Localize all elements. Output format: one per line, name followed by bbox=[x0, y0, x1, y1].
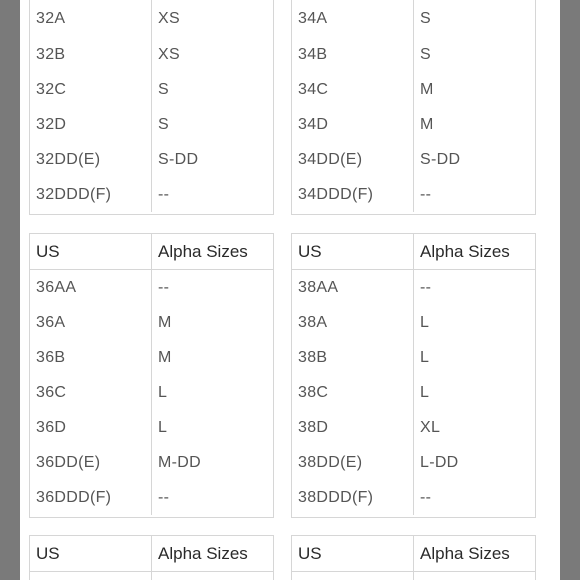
alpha-size-cell: XS bbox=[158, 45, 180, 63]
alpha-size-cell: L bbox=[420, 383, 430, 401]
us-size-cell: 34DD(E) bbox=[292, 142, 414, 177]
table-header-row bbox=[30, 536, 273, 572]
us-size-cell: 38A bbox=[292, 305, 414, 340]
alpha-size-cell: S bbox=[420, 9, 431, 27]
table-row bbox=[292, 270, 535, 305]
size-table-next-left bbox=[29, 535, 274, 580]
us-size-cell: 32A bbox=[30, 0, 152, 37]
table-row bbox=[30, 270, 273, 305]
alpha-size-cell: S bbox=[158, 115, 169, 133]
table-row bbox=[30, 142, 273, 177]
alpha-size-cell: S bbox=[420, 45, 431, 63]
table-row bbox=[292, 445, 535, 480]
alpha-size-cell: -- bbox=[420, 488, 432, 506]
table-row bbox=[292, 72, 535, 107]
size-table-next-right bbox=[291, 535, 536, 580]
alpha-size-cell: L-DD bbox=[420, 453, 459, 471]
us-size-cell: 32B bbox=[30, 37, 152, 72]
us-size-cell: 38DDD(F) bbox=[292, 480, 414, 515]
us-size-cell bbox=[292, 572, 414, 580]
alpha-size-cell: M bbox=[158, 313, 172, 331]
us-size-cell: 32DDD(F) bbox=[30, 177, 152, 212]
us-size-cell: 32C bbox=[30, 72, 152, 107]
table-row bbox=[30, 0, 273, 37]
us-size-cell: 36C bbox=[30, 375, 152, 410]
table-row bbox=[292, 480, 535, 515]
alpha-column-header: Alpha Sizes bbox=[158, 543, 248, 563]
table-row bbox=[30, 572, 273, 580]
us-size-cell: 34C bbox=[292, 72, 414, 107]
us-size-cell: 38AA bbox=[292, 270, 414, 305]
alpha-size-cell: S bbox=[158, 80, 169, 98]
us-size-cell: 34B bbox=[292, 37, 414, 72]
table-row bbox=[30, 72, 273, 107]
table-row bbox=[292, 0, 535, 37]
alpha-column-header: Alpha Sizes bbox=[420, 241, 510, 261]
table-row bbox=[292, 107, 535, 142]
us-size-cell: 34DDD(F) bbox=[292, 177, 414, 212]
alpha-size-cell: -- bbox=[420, 185, 432, 203]
alpha-size-cell: S-DD bbox=[420, 150, 461, 168]
us-size-cell: 34A bbox=[292, 0, 414, 37]
us-column-header: US bbox=[30, 234, 152, 269]
table-header-row bbox=[292, 536, 535, 572]
us-size-cell: 32D bbox=[30, 107, 152, 142]
size-table-38 bbox=[291, 233, 536, 518]
alpha-size-cell: -- bbox=[158, 185, 170, 203]
alpha-size-cell: S-DD bbox=[158, 150, 199, 168]
alpha-size-cell: L bbox=[158, 418, 168, 436]
alpha-size-cell: M bbox=[158, 348, 172, 366]
us-size-cell: 36B bbox=[30, 340, 152, 375]
us-size-cell: 34D bbox=[292, 107, 414, 142]
alpha-column-header: Alpha Sizes bbox=[420, 543, 510, 563]
us-size-cell: 38B bbox=[292, 340, 414, 375]
table-header-row bbox=[292, 234, 535, 270]
table-row bbox=[30, 445, 273, 480]
table-row bbox=[30, 37, 273, 72]
us-size-cell: 38C bbox=[292, 375, 414, 410]
alpha-size-cell bbox=[414, 572, 535, 580]
table-row bbox=[292, 142, 535, 177]
us-column-header: US bbox=[292, 234, 414, 269]
us-size-cell: 36DD(E) bbox=[30, 445, 152, 480]
table-row bbox=[30, 305, 273, 340]
alpha-size-cell: L bbox=[158, 383, 168, 401]
alpha-size-cell: -- bbox=[158, 278, 170, 296]
table-row bbox=[30, 410, 273, 445]
us-size-cell: 36AA bbox=[30, 270, 152, 305]
table-row bbox=[292, 375, 535, 410]
table-row bbox=[30, 177, 273, 212]
alpha-size-cell: XL bbox=[420, 418, 441, 436]
us-size-cell: 32DD(E) bbox=[30, 142, 152, 177]
us-column-header: US bbox=[292, 536, 414, 571]
size-chart-page bbox=[20, 0, 560, 580]
alpha-size-cell: L bbox=[420, 313, 430, 331]
us-column-header: US bbox=[30, 536, 152, 571]
alpha-size-cell: M bbox=[420, 115, 434, 133]
size-table-34 bbox=[291, 0, 536, 215]
us-size-cell: 38D bbox=[292, 410, 414, 445]
alpha-column-header: Alpha Sizes bbox=[158, 241, 248, 261]
alpha-size-cell bbox=[152, 572, 273, 580]
us-size-cell: 36A bbox=[30, 305, 152, 340]
alpha-size-cell: L bbox=[420, 348, 430, 366]
us-size-cell: 36D bbox=[30, 410, 152, 445]
table-row bbox=[30, 340, 273, 375]
table-row bbox=[292, 410, 535, 445]
size-table-36 bbox=[29, 233, 274, 518]
table-row bbox=[292, 177, 535, 212]
alpha-size-cell: M bbox=[420, 80, 434, 98]
size-table-32 bbox=[29, 0, 274, 215]
table-row bbox=[292, 572, 535, 580]
table-row bbox=[30, 480, 273, 515]
table-row bbox=[30, 375, 273, 410]
table-row bbox=[292, 37, 535, 72]
table-header-row bbox=[30, 234, 273, 270]
us-size-cell: 36DDD(F) bbox=[30, 480, 152, 515]
alpha-size-cell: -- bbox=[420, 278, 432, 296]
alpha-size-cell: XS bbox=[158, 9, 180, 27]
us-size-cell: 38DD(E) bbox=[292, 445, 414, 480]
us-size-cell bbox=[30, 572, 152, 580]
table-row bbox=[30, 107, 273, 142]
alpha-size-cell: -- bbox=[158, 488, 170, 506]
table-row bbox=[292, 340, 535, 375]
table-row bbox=[292, 305, 535, 340]
alpha-size-cell: M-DD bbox=[158, 453, 201, 471]
